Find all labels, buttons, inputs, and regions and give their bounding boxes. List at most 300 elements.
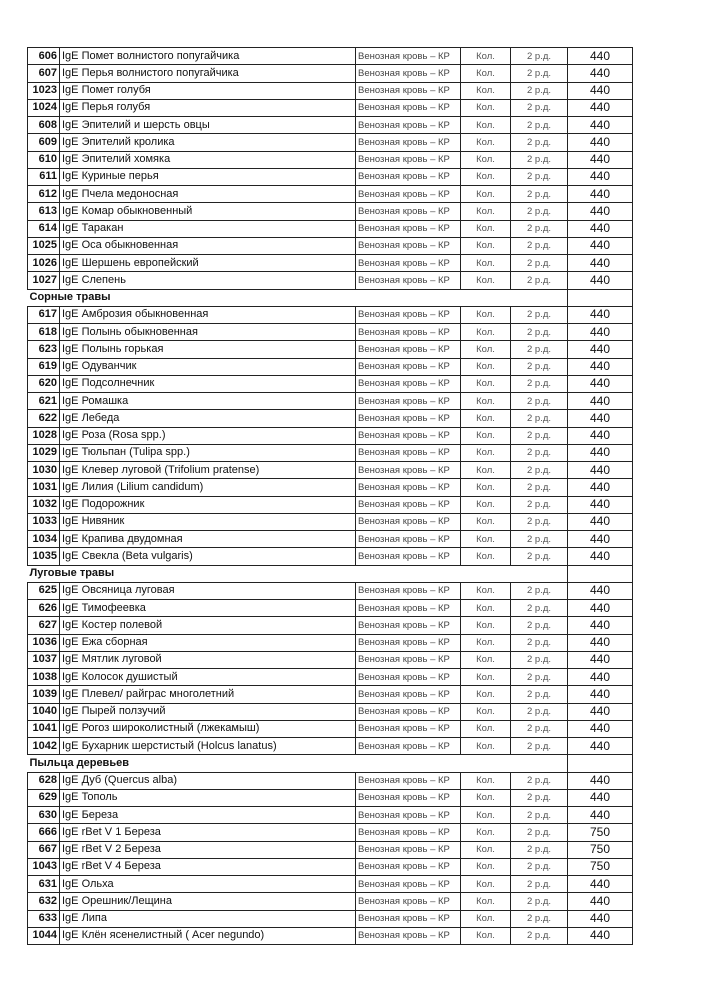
test-code: 620 xyxy=(28,375,60,392)
test-code: 1028 xyxy=(28,427,60,444)
specimen-type: Венозная кровь – КР xyxy=(356,686,461,703)
specimen-type: Венозная кровь – КР xyxy=(356,824,461,841)
price: 440 xyxy=(568,651,633,668)
table-row xyxy=(28,375,633,392)
section-title: Пыльца деревьев xyxy=(28,755,568,772)
turnaround-time: 2 р.д. xyxy=(511,617,568,634)
price: 440 xyxy=(568,600,633,617)
section-title: Луговые травы xyxy=(28,565,568,582)
table-row xyxy=(28,65,633,82)
price: 440 xyxy=(568,496,633,513)
method: Кол. xyxy=(461,65,511,82)
test-code: 626 xyxy=(28,600,60,617)
section-header-row xyxy=(28,565,633,582)
test-name: IgE Перья волнистого попугайчика xyxy=(60,65,356,82)
specimen-type: Венозная кровь – КР xyxy=(356,617,461,634)
price: 440 xyxy=(568,255,633,272)
specimen-type: Венозная кровь – КР xyxy=(356,703,461,720)
method: Кол. xyxy=(461,410,511,427)
test-code: 1031 xyxy=(28,479,60,496)
method: Кол. xyxy=(461,686,511,703)
test-name: IgE Лилия (Lilium candidum) xyxy=(60,479,356,496)
method: Кол. xyxy=(461,651,511,668)
test-code: 625 xyxy=(28,582,60,599)
specimen-type: Венозная кровь – КР xyxy=(356,772,461,789)
method: Кол. xyxy=(461,876,511,893)
turnaround-time: 2 р.д. xyxy=(511,99,568,116)
test-name: IgE Помет голубя xyxy=(60,82,356,99)
specimen-type: Венозная кровь – КР xyxy=(356,99,461,116)
table-row xyxy=(28,82,633,99)
table-row xyxy=(28,531,633,548)
test-name: IgE Подорожник xyxy=(60,496,356,513)
test-code: 1035 xyxy=(28,548,60,565)
table-row xyxy=(28,462,633,479)
test-name: IgE Пчела медоносная xyxy=(60,186,356,203)
table-row xyxy=(28,582,633,599)
test-name: IgE Крапива двудомная xyxy=(60,531,356,548)
price-list-body xyxy=(28,48,633,945)
section-header-row xyxy=(28,755,633,772)
table-row xyxy=(28,255,633,272)
specimen-type: Венозная кровь – КР xyxy=(356,910,461,927)
specimen-type: Венозная кровь – КР xyxy=(356,117,461,134)
method: Кол. xyxy=(461,462,511,479)
price: 440 xyxy=(568,634,633,651)
test-code: 609 xyxy=(28,134,60,151)
price: 440 xyxy=(568,65,633,82)
test-name: IgE Полынь обыкновенная xyxy=(60,324,356,341)
test-name: IgE Лебеда xyxy=(60,410,356,427)
price: 440 xyxy=(568,462,633,479)
turnaround-time: 2 р.д. xyxy=(511,651,568,668)
turnaround-time: 2 р.д. xyxy=(511,910,568,927)
test-code: 1033 xyxy=(28,513,60,530)
test-name: IgE Роза (Rosa spp.) xyxy=(60,427,356,444)
test-name: IgE Клевер луговой (Trifolium pratense) xyxy=(60,462,356,479)
method: Кол. xyxy=(461,841,511,858)
turnaround-time: 2 р.д. xyxy=(511,824,568,841)
specimen-type: Венозная кровь – КР xyxy=(356,48,461,65)
method: Кол. xyxy=(461,255,511,272)
specimen-type: Венозная кровь – КР xyxy=(356,893,461,910)
table-row xyxy=(28,186,633,203)
specimen-type: Венозная кровь – КР xyxy=(356,237,461,254)
turnaround-time: 2 р.д. xyxy=(511,306,568,323)
specimen-type: Венозная кровь – КР xyxy=(356,841,461,858)
test-code: 622 xyxy=(28,410,60,427)
method: Кол. xyxy=(461,531,511,548)
turnaround-time: 2 р.д. xyxy=(511,393,568,410)
table-row xyxy=(28,548,633,565)
table-row xyxy=(28,841,633,858)
turnaround-time: 2 р.д. xyxy=(511,341,568,358)
test-name: IgE Колосок душистый xyxy=(60,669,356,686)
method: Кол. xyxy=(461,393,511,410)
turnaround-time: 2 р.д. xyxy=(511,255,568,272)
table-row xyxy=(28,703,633,720)
turnaround-time: 2 р.д. xyxy=(511,789,568,806)
price: 440 xyxy=(568,720,633,737)
turnaround-time: 2 р.д. xyxy=(511,927,568,944)
test-code: 629 xyxy=(28,789,60,806)
table-row xyxy=(28,720,633,737)
test-code: 627 xyxy=(28,617,60,634)
turnaround-time: 2 р.д. xyxy=(511,65,568,82)
specimen-type: Венозная кровь – КР xyxy=(356,738,461,755)
method: Кол. xyxy=(461,720,511,737)
test-code: 628 xyxy=(28,772,60,789)
test-code: 1039 xyxy=(28,686,60,703)
price: 440 xyxy=(568,324,633,341)
turnaround-time: 2 р.д. xyxy=(511,669,568,686)
specimen-type: Венозная кровь – КР xyxy=(356,600,461,617)
table-row xyxy=(28,910,633,927)
price: 440 xyxy=(568,82,633,99)
turnaround-time: 2 р.д. xyxy=(511,237,568,254)
table-row xyxy=(28,151,633,168)
test-name: IgE Шершень европейский xyxy=(60,255,356,272)
specimen-type: Венозная кровь – КР xyxy=(356,375,461,392)
turnaround-time: 2 р.д. xyxy=(511,496,568,513)
test-code: 1030 xyxy=(28,462,60,479)
method: Кол. xyxy=(461,358,511,375)
method: Кол. xyxy=(461,375,511,392)
price: 440 xyxy=(568,703,633,720)
price: 440 xyxy=(568,927,633,944)
test-name: IgE Ольха xyxy=(60,876,356,893)
test-name: IgE Свекла (Beta vulgaris) xyxy=(60,548,356,565)
turnaround-time: 2 р.д. xyxy=(511,410,568,427)
method: Кол. xyxy=(461,272,511,289)
price: 440 xyxy=(568,686,633,703)
specimen-type: Венозная кровь – КР xyxy=(356,479,461,496)
price: 440 xyxy=(568,582,633,599)
table-row xyxy=(28,444,633,461)
price: 440 xyxy=(568,789,633,806)
table-row xyxy=(28,513,633,530)
table-row xyxy=(28,99,633,116)
method: Кол. xyxy=(461,479,511,496)
test-name: IgE Полынь горькая xyxy=(60,341,356,358)
turnaround-time: 2 р.д. xyxy=(511,324,568,341)
test-name: IgE Перья голубя xyxy=(60,99,356,116)
turnaround-time: 2 р.д. xyxy=(511,479,568,496)
price: 440 xyxy=(568,531,633,548)
table-row xyxy=(28,341,633,358)
test-name: IgE Плевел/ райграс многолетний xyxy=(60,686,356,703)
specimen-type: Венозная кровь – КР xyxy=(356,255,461,272)
price: 440 xyxy=(568,548,633,565)
specimen-type: Венозная кровь – КР xyxy=(356,410,461,427)
method: Кол. xyxy=(461,427,511,444)
turnaround-time: 2 р.д. xyxy=(511,427,568,444)
test-code: 666 xyxy=(28,824,60,841)
method: Кол. xyxy=(461,617,511,634)
method: Кол. xyxy=(461,600,511,617)
table-row xyxy=(28,358,633,375)
method: Кол. xyxy=(461,789,511,806)
specimen-type: Венозная кровь – КР xyxy=(356,186,461,203)
test-code: 617 xyxy=(28,306,60,323)
test-name: IgE Нивяник xyxy=(60,513,356,530)
test-name: IgE Таракан xyxy=(60,220,356,237)
test-name: IgE Ромашка xyxy=(60,393,356,410)
table-row xyxy=(28,927,633,944)
test-name: IgE rBet V 4 Береза xyxy=(60,858,356,875)
test-name: IgE Оса обыкновенная xyxy=(60,237,356,254)
specimen-type: Венозная кровь – КР xyxy=(356,531,461,548)
test-code: 1043 xyxy=(28,858,60,875)
test-name: IgE Береза xyxy=(60,807,356,824)
turnaround-time: 2 р.д. xyxy=(511,841,568,858)
method: Кол. xyxy=(461,444,511,461)
specimen-type: Венозная кровь – КР xyxy=(356,634,461,651)
test-name: IgE Одуванчик xyxy=(60,358,356,375)
table-row xyxy=(28,393,633,410)
test-name: IgE Овсяница луговая xyxy=(60,582,356,599)
turnaround-time: 2 р.д. xyxy=(511,720,568,737)
test-code: 614 xyxy=(28,220,60,237)
price: 440 xyxy=(568,151,633,168)
test-code: 612 xyxy=(28,186,60,203)
table-row xyxy=(28,772,633,789)
price: 440 xyxy=(568,617,633,634)
test-name: IgE Слепень xyxy=(60,272,356,289)
price: 440 xyxy=(568,410,633,427)
method: Кол. xyxy=(461,927,511,944)
test-code: 630 xyxy=(28,807,60,824)
price: 440 xyxy=(568,306,633,323)
price: 440 xyxy=(568,669,633,686)
test-code: 606 xyxy=(28,48,60,65)
method: Кол. xyxy=(461,99,511,116)
method: Кол. xyxy=(461,117,511,134)
test-code: 1029 xyxy=(28,444,60,461)
section-price-empty xyxy=(568,755,633,772)
test-code: 608 xyxy=(28,117,60,134)
test-code: 1026 xyxy=(28,255,60,272)
method: Кол. xyxy=(461,703,511,720)
price: 750 xyxy=(568,858,633,875)
price: 440 xyxy=(568,272,633,289)
test-code: 1032 xyxy=(28,496,60,513)
table-row xyxy=(28,893,633,910)
specimen-type: Венозная кровь – КР xyxy=(356,651,461,668)
price: 440 xyxy=(568,393,633,410)
test-name: IgE Амброзия обыкновенная xyxy=(60,306,356,323)
price: 440 xyxy=(568,99,633,116)
section-price-empty xyxy=(568,289,633,306)
test-code: 1025 xyxy=(28,237,60,254)
turnaround-time: 2 р.д. xyxy=(511,634,568,651)
table-row xyxy=(28,479,633,496)
turnaround-time: 2 р.д. xyxy=(511,375,568,392)
table-row xyxy=(28,651,633,668)
test-code: 618 xyxy=(28,324,60,341)
specimen-type: Венозная кровь – КР xyxy=(356,876,461,893)
table-row xyxy=(28,789,633,806)
turnaround-time: 2 р.д. xyxy=(511,876,568,893)
section-header-row xyxy=(28,289,633,306)
test-name: IgE Бухарник шерстистый (Holcus lanatus) xyxy=(60,738,356,755)
table-row xyxy=(28,824,633,841)
table-row xyxy=(28,324,633,341)
price-list-table xyxy=(27,47,633,945)
test-name: IgE Ежа сборная xyxy=(60,634,356,651)
table-row xyxy=(28,48,633,65)
turnaround-time: 2 р.д. xyxy=(511,272,568,289)
test-code: 621 xyxy=(28,393,60,410)
test-name: IgE Куриные перья xyxy=(60,168,356,185)
method: Кол. xyxy=(461,582,511,599)
price: 440 xyxy=(568,186,633,203)
specimen-type: Венозная кровь – КР xyxy=(356,858,461,875)
method: Кол. xyxy=(461,341,511,358)
turnaround-time: 2 р.д. xyxy=(511,703,568,720)
table-row xyxy=(28,306,633,323)
test-name: IgE Дуб (Quercus alba) xyxy=(60,772,356,789)
test-name: IgE Комар обыкновенный xyxy=(60,203,356,220)
specimen-type: Венозная кровь – КР xyxy=(356,151,461,168)
test-code: 1038 xyxy=(28,669,60,686)
price: 440 xyxy=(568,772,633,789)
turnaround-time: 2 р.д. xyxy=(511,134,568,151)
test-code: 613 xyxy=(28,203,60,220)
method: Кол. xyxy=(461,772,511,789)
method: Кол. xyxy=(461,186,511,203)
test-code: 632 xyxy=(28,893,60,910)
method: Кол. xyxy=(461,48,511,65)
test-name: IgE Рогоз широколистный (лжекамыш) xyxy=(60,720,356,737)
test-name: IgE Эпителий кролика xyxy=(60,134,356,151)
specimen-type: Венозная кровь – КР xyxy=(356,203,461,220)
price: 440 xyxy=(568,444,633,461)
method: Кол. xyxy=(461,496,511,513)
price: 440 xyxy=(568,117,633,134)
turnaround-time: 2 р.д. xyxy=(511,772,568,789)
test-code: 619 xyxy=(28,358,60,375)
price: 440 xyxy=(568,738,633,755)
price: 440 xyxy=(568,220,633,237)
table-row xyxy=(28,686,633,703)
table-row xyxy=(28,617,633,634)
price: 440 xyxy=(568,358,633,375)
test-code: 1040 xyxy=(28,703,60,720)
table-row xyxy=(28,168,633,185)
test-name: IgE Эпителий и шерсть овцы xyxy=(60,117,356,134)
turnaround-time: 2 р.д. xyxy=(511,186,568,203)
turnaround-time: 2 р.д. xyxy=(511,548,568,565)
test-name: IgE Тюльпан (Tulipa spp.) xyxy=(60,444,356,461)
method: Кол. xyxy=(461,82,511,99)
specimen-type: Венозная кровь – КР xyxy=(356,341,461,358)
table-row xyxy=(28,427,633,444)
turnaround-time: 2 р.д. xyxy=(511,600,568,617)
method: Кол. xyxy=(461,634,511,651)
method: Кол. xyxy=(461,738,511,755)
turnaround-time: 2 р.д. xyxy=(511,513,568,530)
turnaround-time: 2 р.д. xyxy=(511,893,568,910)
method: Кол. xyxy=(461,807,511,824)
table-row xyxy=(28,496,633,513)
price: 440 xyxy=(568,893,633,910)
test-code: 1024 xyxy=(28,99,60,116)
specimen-type: Венозная кровь – КР xyxy=(356,272,461,289)
test-name: IgE Липа xyxy=(60,910,356,927)
specimen-type: Венозная кровь – КР xyxy=(356,393,461,410)
section-price-empty xyxy=(568,565,633,582)
turnaround-time: 2 р.д. xyxy=(511,738,568,755)
specimen-type: Венозная кровь – КР xyxy=(356,669,461,686)
table-row xyxy=(28,203,633,220)
table-row xyxy=(28,807,633,824)
test-name: IgE Эпителий хомяка xyxy=(60,151,356,168)
table-row xyxy=(28,876,633,893)
price: 440 xyxy=(568,203,633,220)
method: Кол. xyxy=(461,306,511,323)
test-name: IgE Помет волнистого попугайчика xyxy=(60,48,356,65)
specimen-type: Венозная кровь – КР xyxy=(356,220,461,237)
test-name: IgE Подсолнечник xyxy=(60,375,356,392)
turnaround-time: 2 р.д. xyxy=(511,117,568,134)
table-row xyxy=(28,220,633,237)
price: 440 xyxy=(568,237,633,254)
test-name: IgE Костер полевой xyxy=(60,617,356,634)
price: 440 xyxy=(568,341,633,358)
price: 750 xyxy=(568,841,633,858)
test-name: IgE Мятлик луговой xyxy=(60,651,356,668)
test-code: 1042 xyxy=(28,738,60,755)
table-row xyxy=(28,272,633,289)
specimen-type: Венозная кровь – КР xyxy=(356,807,461,824)
price: 440 xyxy=(568,876,633,893)
test-code: 1044 xyxy=(28,927,60,944)
method: Кол. xyxy=(461,220,511,237)
price: 440 xyxy=(568,910,633,927)
specimen-type: Венозная кровь – КР xyxy=(356,720,461,737)
turnaround-time: 2 р.д. xyxy=(511,358,568,375)
turnaround-time: 2 р.д. xyxy=(511,151,568,168)
test-name: IgE Орешник/Лещина xyxy=(60,893,356,910)
specimen-type: Венозная кровь – КР xyxy=(356,358,461,375)
test-code: 1037 xyxy=(28,651,60,668)
method: Кол. xyxy=(461,513,511,530)
price: 440 xyxy=(568,807,633,824)
test-code: 633 xyxy=(28,910,60,927)
price: 440 xyxy=(568,427,633,444)
test-name: IgE Тополь xyxy=(60,789,356,806)
specimen-type: Венозная кровь – КР xyxy=(356,82,461,99)
method: Кол. xyxy=(461,548,511,565)
test-code: 607 xyxy=(28,65,60,82)
turnaround-time: 2 р.д. xyxy=(511,582,568,599)
section-title: Сорные травы xyxy=(28,289,568,306)
specimen-type: Венозная кровь – КР xyxy=(356,65,461,82)
table-row xyxy=(28,600,633,617)
test-name: IgE Клён ясенелистный ( Acer negundo) xyxy=(60,927,356,944)
test-code: 667 xyxy=(28,841,60,858)
specimen-type: Венозная кровь – КР xyxy=(356,324,461,341)
method: Кол. xyxy=(461,858,511,875)
method: Кол. xyxy=(461,237,511,254)
table-row xyxy=(28,134,633,151)
price: 440 xyxy=(568,48,633,65)
price: 440 xyxy=(568,513,633,530)
test-name: IgE Тимофеевка xyxy=(60,600,356,617)
method: Кол. xyxy=(461,203,511,220)
test-code: 1041 xyxy=(28,720,60,737)
